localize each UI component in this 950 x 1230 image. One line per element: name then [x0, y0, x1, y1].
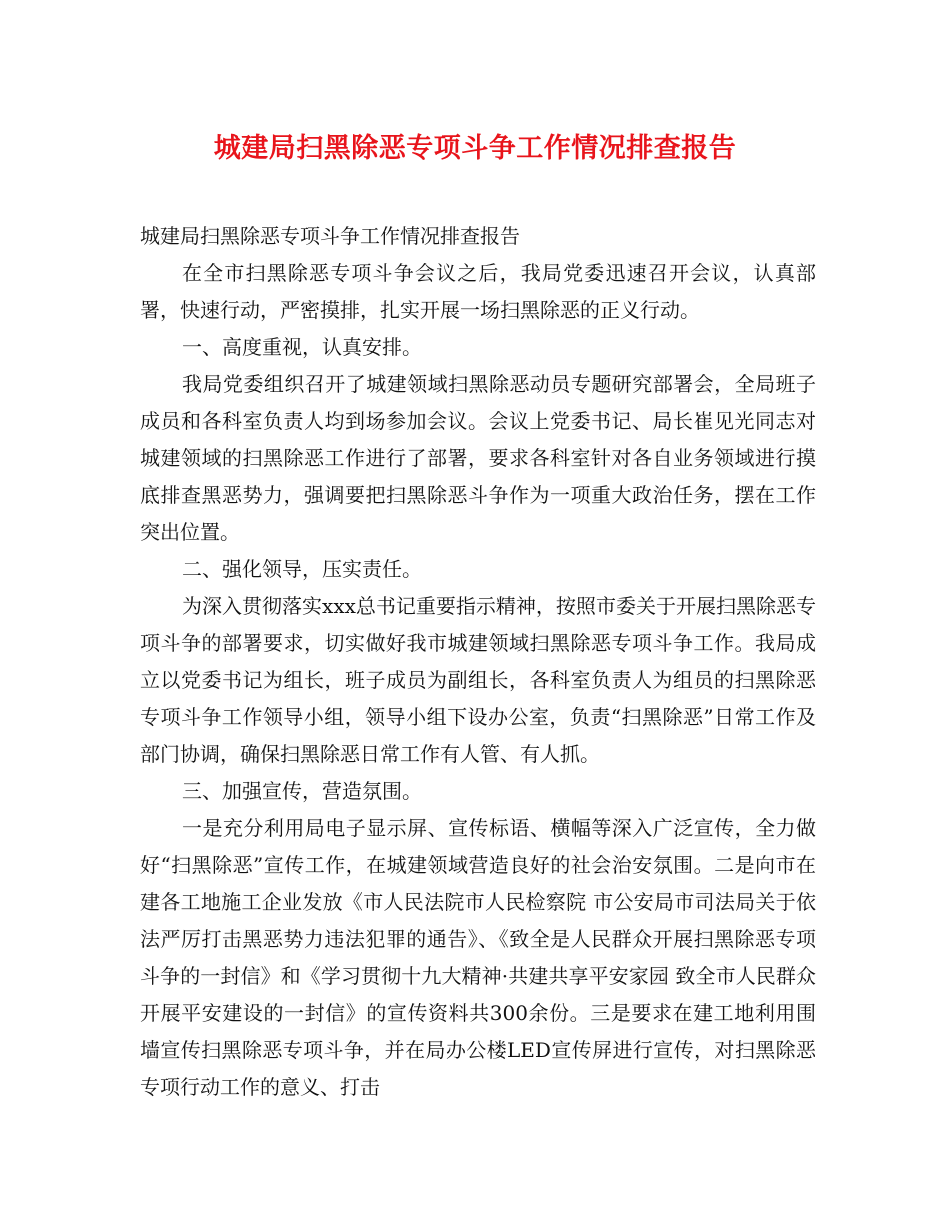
paragraph-section-1: 我局党委组织召开了城建领域扫黑除恶动员专题研究部署会，全局班子成员和各科室负责人均到场参加会议。会议上党委书记、局长崔见光同志对城建领域的扫黑除恶工作进行了部署，要求各科室针对各自业务领域进行摸底排查黑恶势力，强调要把扫黑除恶斗争作为一项重大政治任务，摆在工作突出位置。 — [140, 372, 816, 544]
body-heading: 城建局扫黑除恶专项斗争工作情况排查报告 — [140, 224, 520, 248]
paragraph-section-2: 为深入贯彻落实xxx总书记重要指示精神，按照市委关于开展扫黑除恶专项斗争的部署要求，切实做好我市城建领域扫黑除恶专项斗争工作。我局成立以党委书记为组长，班子成员为副组长，各科室负责人为组员的扫黑除恶专项斗争工作领导小组，领导小组下设办公室，负责“扫黑除恶”日常工作及部门协调，确保扫黑除恶日常工作有人管、有人抓。 — [140, 594, 816, 766]
paragraph-section-3: 一是充分利用局电子显示屏、宣传标语、横幅等深入广泛宣传，全力做好“扫黑除恶”宣传工作，在城建领域营造良好的社会治安氛围。二是向市在建各工地施工企业发放《市人民法院市人民检察院 市公安局市司法局关于依法严厉打击黑恶势力违法犯罪的通告》、《致全是人民群众开展扫黑除恶专项斗争的一封信》和《学习贯彻十九大精神·共建共享平安家园 致全市人民群众开展平安建设的一封信》的宣传资料共300余份。三是要求在建工地利用围墙宣传扫黑除恶专项斗争，并在局办公楼LED宣传屏进行宣传，对扫黑除恶专项行动工作的意义、打击 — [140, 816, 816, 1099]
document-title: 城建局扫黑除恶专项斗争工作情况排查报告 — [213, 133, 737, 164]
section-heading-2: 二、强化领导，压实责任。 — [182, 557, 422, 581]
section-heading-1: 一、高度重视，认真安排。 — [182, 335, 422, 359]
paragraph-intro: 在全市扫黑除恶专项斗争会议之后，我局党委迅速召开会议，认真部署，快速行动，严密摸排，扎实开展一场扫黑除恶的正义行动。 — [140, 261, 816, 322]
section-heading-3: 三、加强宣传，营造氛围。 — [182, 779, 422, 803]
document-body — [140, 218, 816, 1106]
